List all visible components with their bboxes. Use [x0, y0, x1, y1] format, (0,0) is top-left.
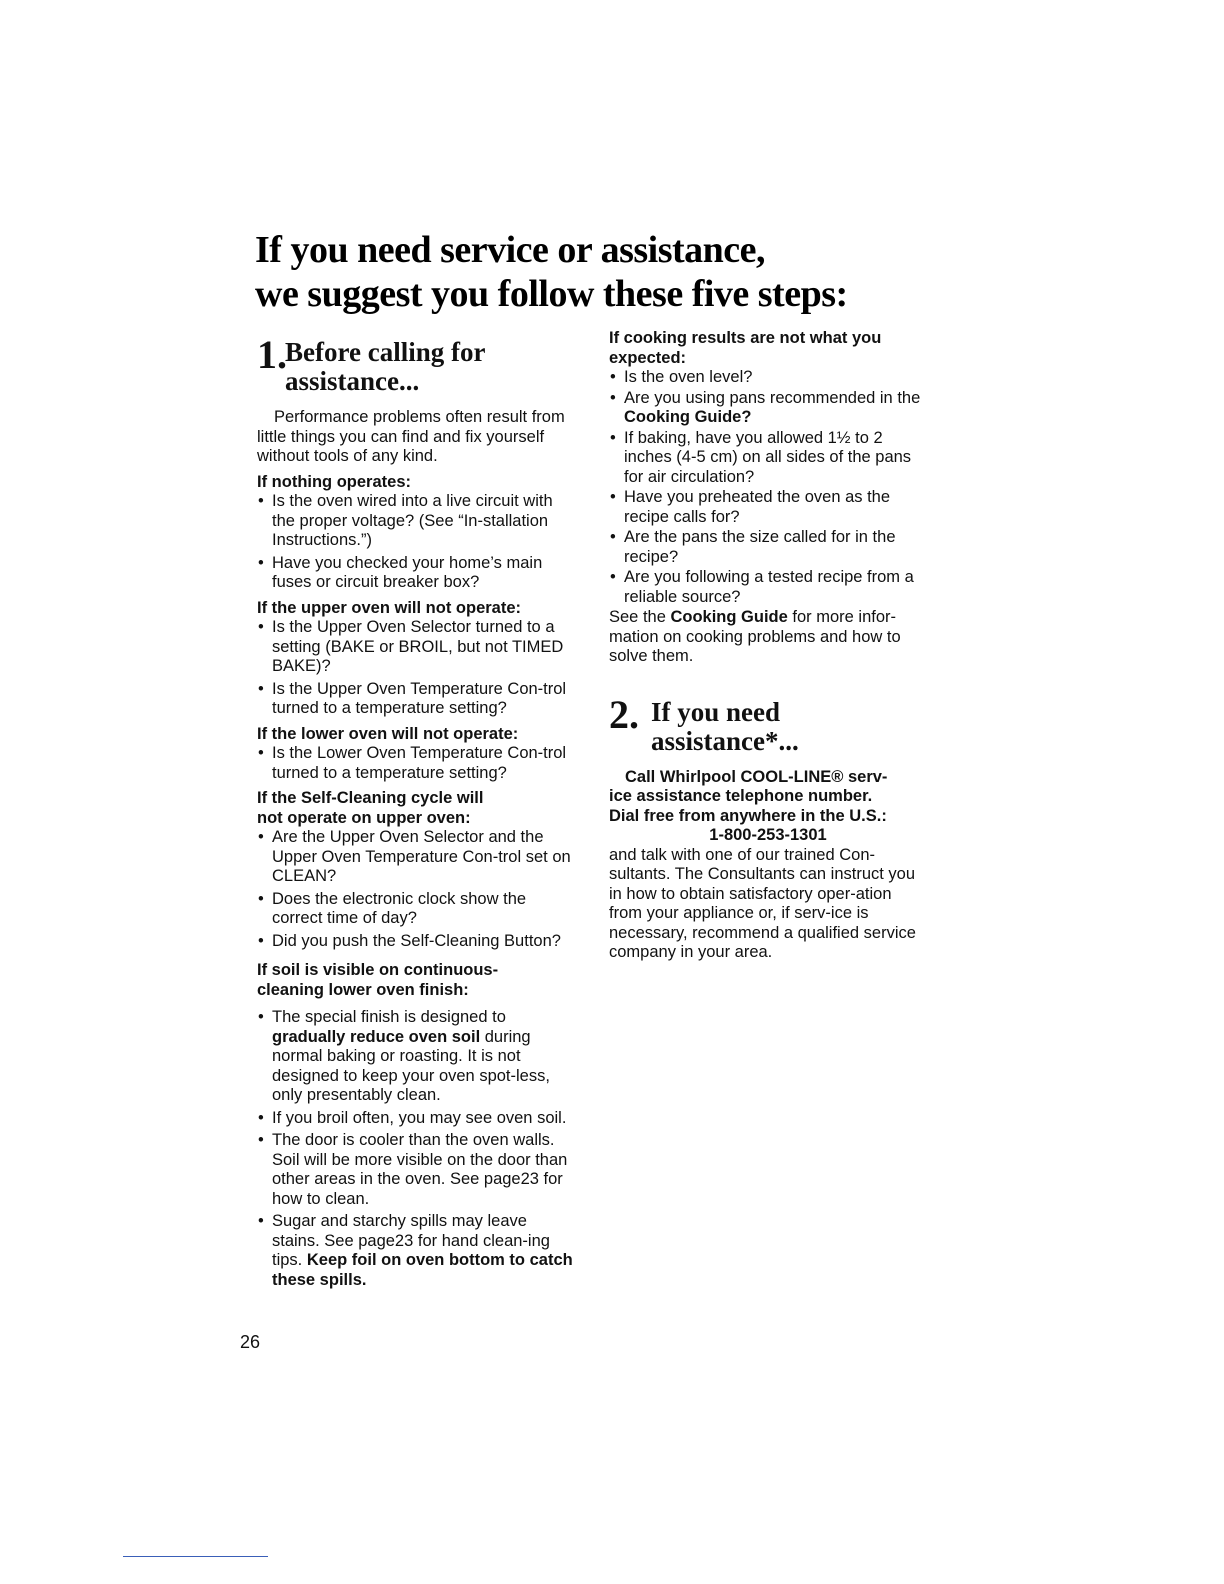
list-item-text: during normal baking or roasting. It is not designed to keep your oven spot-less, only presentably clean. — [272, 1027, 550, 1104]
reference-text: for more infor-mation on cooking problems and how to solve them. — [609, 608, 901, 665]
cooking-guide-reference — [609, 608, 927, 667]
list-item — [257, 1008, 575, 1106]
section-heading-line: expected: — [609, 348, 687, 367]
list-item: • Is the Upper Oven Selector turned to a setting (BAKE or BROIL, but not TIMED BAKE)? — [257, 618, 575, 677]
list-item-emphasis: Keep foil on oven bottom to catch these spills. — [272, 1251, 573, 1289]
list-item-text: Sugar and starchy spills may leave stains. See page23 for hand clean-ing tips. — [272, 1212, 550, 1269]
step-1-heading — [257, 332, 575, 396]
section-heading-cooking-results — [609, 329, 927, 368]
list-item-emphasis: gradually reduce oven soil — [272, 1027, 481, 1046]
section-heading-line: If cooking results are not what you — [609, 329, 882, 347]
list-item: • Does the electronic clock show the correct time of day? — [257, 890, 575, 929]
callout-line: Dial free from anywhere in the U.S.: — [609, 806, 887, 825]
step-1-title-line-1: Before calling for — [285, 337, 486, 367]
page-title-line-1: If you need service or assistance, — [255, 229, 766, 271]
step-1-title — [285, 335, 485, 396]
list-self-cleaning — [257, 828, 575, 951]
list-item: • Is the oven level? — [609, 368, 927, 388]
step-1-number: 1. — [257, 332, 287, 377]
section-heading-line: If soil is visible on continuous- — [257, 961, 499, 979]
right-column — [609, 329, 927, 963]
step-2-title-line-1: If you need — [651, 696, 781, 727]
list-nothing-operates — [257, 492, 575, 593]
step-2-title — [651, 695, 799, 756]
list-item: • If you broil often, you may see oven soil. — [257, 1109, 575, 1129]
list-item-text: Are you using pans recommended in the — [624, 388, 921, 407]
list-item: • Have you preheated the oven as the recipe calls for? — [609, 488, 927, 527]
step-2-heading — [609, 691, 927, 756]
reference-text: See the — [609, 608, 671, 626]
page-title — [255, 228, 1155, 316]
step-2-title-line-2: assistance*... — [651, 725, 799, 756]
list-item: • Are the pans the size called for in the recipe? — [609, 528, 927, 567]
section-heading-lower-oven: If the lower oven will not operate: — [257, 724, 519, 743]
callout-line: Call Whirlpool COOL-LINE® serv- — [625, 767, 888, 786]
list-item-text: The special finish is designed to — [272, 1008, 506, 1026]
step-1-intro: Performance problems often result from little things you can find and fix yourself without tools of any kind. — [257, 408, 565, 465]
section-heading-line: not operate on upper oven: — [257, 808, 471, 827]
list-item: • Is the Lower Oven Temperature Con-trol turned to a temperature setting? — [257, 744, 575, 783]
list-item: • Have you checked your home’s main fuses or circuit breaker box? — [257, 554, 575, 593]
section-heading-nothing-operates: If nothing operates: — [257, 472, 411, 491]
page-number: 26 — [240, 1332, 261, 1352]
list-item: • Did you push the Self-Cleaning Button? — [257, 932, 575, 952]
list-item: • The door is cooler than the oven walls. Soil will be more visible on the door than other areas in the oven. See page23 for how to clean. — [257, 1131, 575, 1209]
list-item — [609, 389, 927, 428]
reference-emphasis: Cooking Guide — [670, 608, 788, 626]
list-soil-visible — [257, 1008, 575, 1290]
list-item — [257, 1212, 575, 1290]
list-item: • If baking, have you allowed 1½ to 2 inches (4-5 cm) on all sides of the pans for air circulation? — [609, 429, 927, 488]
list-item-emphasis: Cooking Guide? — [624, 408, 752, 426]
section-heading-soil-visible — [257, 961, 575, 1000]
section-heading-line: cleaning lower oven finish: — [257, 980, 469, 999]
list-item: • Are the Upper Oven Selector and the Upper Oven Temperature Con-trol set on CLEAN? — [257, 828, 575, 887]
section-heading-line: If the Self-Cleaning cycle will — [257, 789, 484, 807]
list-lower-oven — [257, 744, 575, 783]
list-item: • Are you following a tested recipe from a reliable source? — [609, 568, 927, 607]
cool-line-callout — [609, 768, 927, 846]
page-title-line-2: we suggest you follow these five steps: — [255, 273, 848, 315]
phone-number: 1-800-253-1301 — [709, 826, 827, 844]
step-1-title-line-2: assistance... — [285, 366, 420, 396]
list-item: • Is the oven wired into a live circuit with the proper voltage? (See “In-stallation Instructions.”) — [257, 492, 575, 551]
footer-rule — [123, 1556, 268, 1557]
step-2-body: and talk with one of our trained Con-sultants. The Consultants can instruct you in how to obtain satisfactory oper-ation from your appliance or, if serv-ice is necessary, recommend a qualified service company in your area. — [609, 845, 916, 961]
section-heading-self-cleaning — [257, 789, 575, 828]
list-item: • Is the Upper Oven Temperature Con-trol turned to a temperature setting? — [257, 680, 575, 719]
list-upper-oven — [257, 618, 575, 719]
step-2-number: 2. — [609, 691, 639, 737]
list-cooking-results — [609, 368, 927, 607]
callout-line: ice assistance telephone number. — [609, 787, 873, 805]
left-column — [257, 332, 575, 1293]
section-heading-upper-oven: If the upper oven will not operate: — [257, 598, 522, 617]
